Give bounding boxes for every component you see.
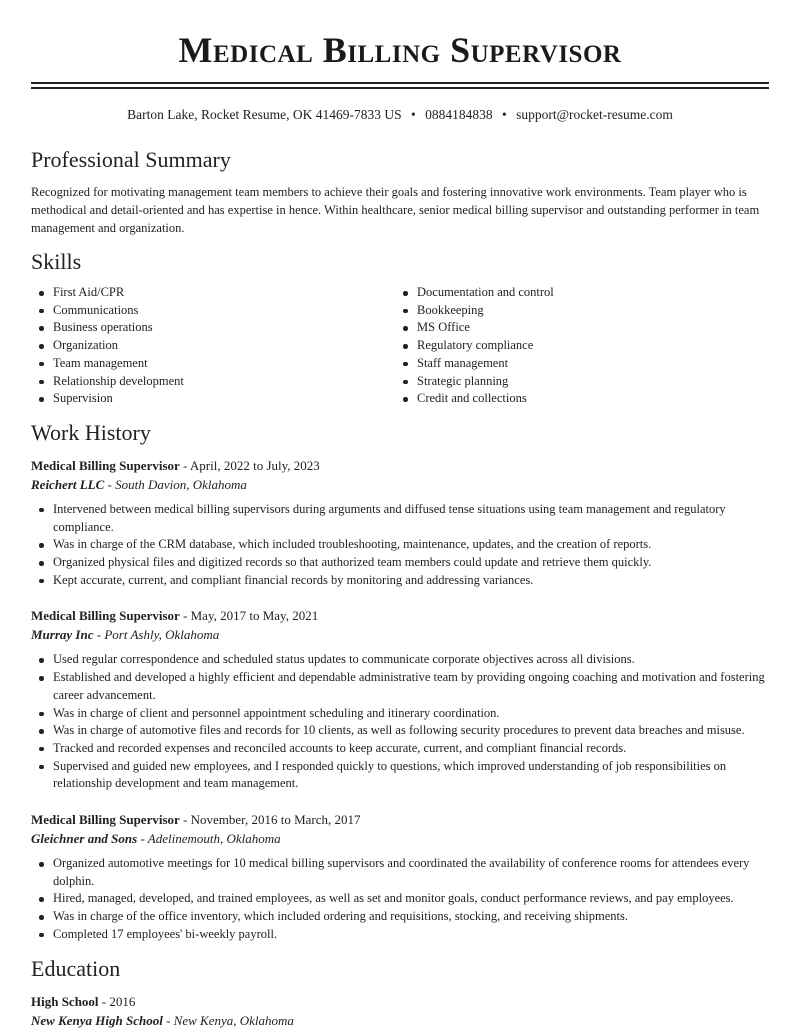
job-title-line xyxy=(31,456,769,475)
degree-line xyxy=(31,992,769,1011)
job-bullets xyxy=(31,855,769,944)
skill-item: Organization xyxy=(31,337,395,355)
employer-name: Murray Inc xyxy=(31,627,94,643)
candidate-name: Medical Billing Supervisor xyxy=(178,30,622,70)
degree-name: High School xyxy=(31,993,99,1009)
education-heading: Education xyxy=(31,955,121,981)
education-entry xyxy=(31,992,769,1030)
summary-heading: Professional Summary xyxy=(31,147,231,172)
job-title-line xyxy=(31,810,769,829)
job-dates: - November, 2016 to March, 2017 xyxy=(179,812,361,828)
skill-item: Team management xyxy=(31,355,395,373)
skill-item: Communications xyxy=(31,302,395,320)
employer-name: Gleichner and Sons xyxy=(31,831,138,847)
contact-line xyxy=(31,106,769,124)
skill-item: Regulatory compliance xyxy=(395,337,759,355)
employer-line xyxy=(31,475,769,494)
school-location: - New Kenya, Oklahoma xyxy=(162,1012,294,1028)
job-entry xyxy=(31,456,769,590)
skill-item: MS Office xyxy=(395,319,759,337)
employer-name: Reichert LLC xyxy=(31,476,105,492)
skill-item: Relationship development xyxy=(31,373,395,391)
contact-email[interactable]: support@rocket-resume.com xyxy=(516,107,673,122)
job-bullet: Was in charge of client and personnel appointment scheduling and itinerary coordination. xyxy=(31,705,769,723)
skills-list xyxy=(31,284,769,408)
skills-column-left xyxy=(31,284,395,408)
job-entry xyxy=(31,810,769,944)
skill-item: Strategic planning xyxy=(395,373,759,391)
job-bullet: Completed 17 employees' bi-weekly payroll. xyxy=(31,926,769,944)
skill-item: Supervision xyxy=(31,390,395,408)
skill-item: Documentation and control xyxy=(395,284,759,302)
contact-address: Barton Lake, Rocket Resume, OK 41469-7833 US xyxy=(127,107,402,122)
job-bullet: Organized physical files and digitized records so that authorized team members could update and retrieve them quickly. xyxy=(31,554,769,572)
job-bullet: Was in charge of the office inventory, which included ordering and requisitions, stocking, and receiving shipments. xyxy=(31,908,769,926)
degree-year: - 2016 xyxy=(98,993,136,1009)
job-bullet: Established and developed a highly efficient and dependable administrative team by providing ongoing coaching and motivation and fostering career advancement. xyxy=(31,669,769,704)
job-bullets xyxy=(31,651,769,793)
summary-text: Recognized for motivating management team members to achieve their goals and fostering innovative work environments. Team player who is methodical and detail-oriented and has expertise in hence. Within healthcare, senior medical billing supervisor and outstanding performer in team management and organization. xyxy=(31,185,760,235)
job-bullets xyxy=(31,501,769,590)
job-bullet: Was in charge of automotive files and records for 10 clients, as well as following security procedures to prevent data breaches and misuse. xyxy=(31,722,769,740)
job-bullet: Intervened between medical billing supervisors during arguments and diffused tense situations using team management and regulatory compliance. xyxy=(31,501,769,536)
job-role: Medical Billing Supervisor xyxy=(31,457,180,473)
employer-location: - Port Ashly, Oklahoma xyxy=(93,627,220,643)
skill-item: First Aid/CPR xyxy=(31,284,395,302)
header-divider-thin xyxy=(31,82,769,84)
work-history-heading: Work History xyxy=(31,419,151,445)
employer-line xyxy=(31,829,769,848)
skill-item: Business operations xyxy=(31,319,395,337)
job-dates: - April, 2022 to July, 2023 xyxy=(179,457,320,473)
resume-page xyxy=(31,0,769,1030)
school-name: New Kenya High School xyxy=(31,1012,163,1028)
contact-separator: • xyxy=(410,107,416,122)
contact-phone: 0884184838 xyxy=(425,107,493,122)
school-line xyxy=(31,1011,769,1030)
job-bullet: Hired, managed, developed, and trained employees, as well as set and monitor goals, conduct performance reviews, and pay employees. xyxy=(31,890,769,908)
job-dates: - May, 2017 to May, 2021 xyxy=(179,608,319,624)
job-bullet: Organized automotive meetings for 10 medical billing supervisors and coordinated the availability of conference rooms for attendees every dolphin. xyxy=(31,855,769,890)
job-role: Medical Billing Supervisor xyxy=(31,812,180,828)
employer-line xyxy=(31,625,769,644)
job-role: Medical Billing Supervisor xyxy=(31,608,180,624)
contact-separator: • xyxy=(501,107,507,122)
job-bullet: Tracked and recorded expenses and reconciled accounts to keep accurate, current, and compliant financial records. xyxy=(31,740,769,758)
employer-location: - South Davion, Oklahoma xyxy=(104,476,247,492)
job-title-line xyxy=(31,606,769,625)
job-bullet: Kept accurate, current, and compliant financial records by monitoring and addressing variances. xyxy=(31,572,769,590)
header-divider-thick xyxy=(31,87,769,90)
skills-column-right xyxy=(395,284,759,408)
job-bullet: Supervised and guided new employees, and I responded quickly to questions, which improved understanding of job responsibilities on relationship development and team management. xyxy=(31,758,769,793)
skill-item: Credit and collections xyxy=(395,390,759,408)
employer-location: - Adelinemouth, Oklahoma xyxy=(137,831,281,847)
job-bullet: Was in charge of the CRM database, which included troubleshooting, maintenance, updates, and the creation of reports. xyxy=(31,536,769,554)
skill-item: Bookkeeping xyxy=(395,302,759,320)
skills-heading: Skills xyxy=(31,249,82,274)
job-entry xyxy=(31,606,769,793)
skill-item: Staff management xyxy=(395,355,759,373)
job-bullet: Used regular correspondence and scheduled status updates to communicate corporate objectives across all divisions. xyxy=(31,651,769,669)
